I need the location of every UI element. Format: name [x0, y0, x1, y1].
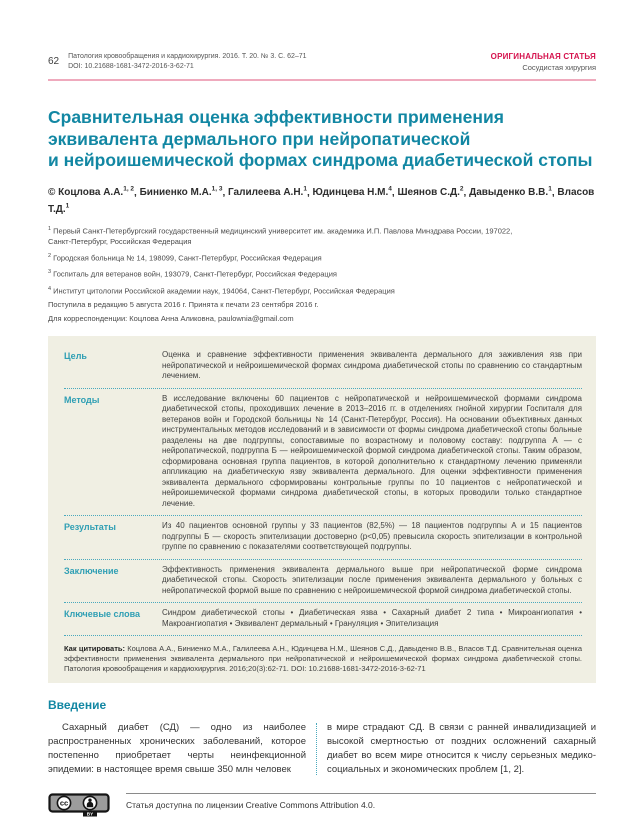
affiliation-line: $^4$ Институт цитологии Российской академии наук, 194064, Санкт-Петербург, Российская Федерация	[48, 285, 395, 296]
author-name: Давыденко В.В.$^1$	[469, 185, 552, 198]
abstract-row-text: Оценка и сравнение эффективности применения эквивалента дермального для заживления язв при нейропатической и нейроишемической формах синдрома диабетической стопы по сравнению со стандартным лечением.	[162, 350, 582, 381]
author-name: Власов Т.Д.$^1$	[48, 186, 595, 215]
abstract-row	[64, 560, 582, 604]
author-name: Юдинцева Н.М.$^4$	[312, 185, 392, 198]
journal-info	[68, 52, 306, 71]
article-title	[48, 107, 596, 172]
author-name: © Коцлова А.А.$^{1, 2}$	[48, 185, 135, 198]
abstract-block	[48, 336, 596, 683]
abstract-row	[64, 603, 582, 636]
affiliation-line: $^2$ Городская больница № 14, 198099, Санкт-Петербург, Российская Федерация	[48, 252, 322, 263]
column-divider	[316, 723, 317, 775]
affiliation-line: $^1$ Первый Санкт-Петербургский государственный медицинский университет им. академика И.П. Павлова Минздрава России, 197022, Санкт-Петербург, Российская Федерация	[48, 226, 513, 246]
author-name: Галилеева А.Н.$^1$	[228, 185, 307, 198]
cc-by-icon	[48, 793, 110, 817]
abstract-row	[64, 345, 582, 389]
author-name: Биниенко М.А.$^{1, 3}$	[139, 185, 223, 198]
doi-line: DOI: 10.21688-1681-3472-2016-3-62-71	[68, 62, 194, 70]
license-footer	[48, 793, 596, 817]
abstract-row-label: Результаты	[64, 522, 116, 533]
abstract-row-text: Из 40 пациентов основной группы у 33 пациентов (82,5%) — 18 пациентов подгруппы А и 15 пациентов подгруппы Б — скорость эпителизации достоверно (p<0,05) превысила скорость эпителизации в контрольной группе по сравнению с показателями соответствующей подгруппы.	[162, 521, 582, 552]
abstract-row-text: Синдром диабетической стопы • Диабетическая язва • Сахарный диабет 2 типа • Микроангиопатия • Макроангиопатия • Эквивалент дермальный • Грануляция • Эпителизация	[162, 608, 582, 628]
journal-section-label: Сосудистая хирургия	[522, 63, 596, 72]
intro-column-left: Сахарный диабет (СД) — одно из наиболее распространенных хронических заболеваний, которое постепенно приобретает черты неинфекционной эпидемии: в настоящее время свыше 350 млн человек	[48, 722, 306, 776]
abstract-row-label: Заключение	[64, 565, 119, 576]
abstract-row-text: Эффективность применения эквивалента дермального выше при нейропатической форме синдрома диабетической стопы. Скорость эпителизации после применения эквивалента дермального у больных с нейропатической формой выше по сравнению с нейроишемической формой синдрома диабетической стопы.	[162, 564, 582, 595]
header-left	[48, 52, 307, 71]
article-type-label: ОРИГИНАЛЬНАЯ СТАТЬЯ	[490, 52, 596, 61]
affiliations-list	[48, 224, 596, 296]
journal-reference: Патология кровообращения и кардиохирургия. 2016. Т. 20. № 3. С. 62–71	[68, 53, 307, 60]
header-divider	[48, 79, 596, 81]
introduction-heading: Введение	[48, 698, 107, 713]
affiliation-line: $^3$ Госпиталь для ветеранов войн, 193079, Санкт-Петербург, Российская Федерация	[48, 269, 337, 279]
citation-label: Как цитировать:	[64, 644, 125, 654]
introduction-section	[48, 698, 596, 777]
header-right	[491, 52, 596, 72]
abstract-row-text: В исследование включены 60 пациентов с нейропатической и нейроишемической формами синдрома диабетической стопы, проходивших лечение в 2013–2016 гг. в отделениях гнойной хирургии Госпиталя для ветеранов войн и Городской больницы № 14 (Санкт-Петербург, Россия). На основании объективных данных инструментальных методов исследований и в зависимости от формы синдрома диабетической стопы больные разделены на две подгруппы, сопоставимые по возрастному и половому составу: подгруппа А — с нейропатической, подгруппа Б — нейроишемической формой синдрома диабетической стопы. Таким образом, сформирована основная группа пациентов, в которой дополнительно к стандартному лечению применяли аппликацию на диабетическую язву эквивалента дермального. Для оценки эффективности применения эквивалента дермального сформированы контрольные группы по 10 пациентов с нейропатической и нейроишемической формами синдрома диабетической стопы, в которых проводили только стандартное лечение.	[162, 393, 582, 508]
intro-column-right: в мире страдают СД. В связи с ранней инвалидизацией и высокой смертностью от поздних осложнений сахарный диабет во всем мире относится к числу серьезных медико-социальных и экономических проблем [1, 2].	[327, 722, 596, 776]
correspondence-line: Для корреспонденции: Коцлова Анна Аликовна, paulownia@gmail.com	[48, 314, 294, 324]
authors-line: © Коцлова А.А.$^{1, 2}$, Биниенко М.А.$^{1, 3}$, Галилеева А.Н.$^1$, Юдинцева Н.М.$^4$, Шеянов С.Д.$^2$, Давыденко В.В.$^1$, Власов Т.Д.$^1$	[48, 185, 595, 215]
received-dates: Поступила в редакцию 5 августа 2016 г. Принята к печати 23 сентября 2016 г.	[48, 300, 319, 310]
citation-text: Коцлова А.А., Биниенко М.А., Галилеева А.Н., Юдинцева Н.М., Шеянов С.Д., Давыденко В.В., Власов Т.Д. Сравнительная оценка эффективности применения эквивалента дермального при нейропатической и нейроишемической формах синдрома диабетической стопы. Патология кровообращения и кардиохирургия. 2016;20(3):62-71. DOI: 10.21688-1681-3472-2016-3-62-71	[64, 644, 583, 674]
title-line: Сравнительная оценка эффективности применения	[48, 107, 504, 127]
license-text-wrap	[126, 793, 596, 810]
abstract-row-label: Методы	[64, 394, 100, 405]
introduction-columns	[48, 721, 596, 777]
title-line: эквивалента дермального при нейропатической	[48, 128, 471, 149]
title-line: и нейроишемической формах синдрома диабетической стопы	[48, 150, 593, 170]
license-text: Статья доступна по лицензии Creative Commons Attribution 4.0.	[126, 800, 376, 811]
page-header	[48, 52, 596, 72]
abstract-row	[64, 516, 582, 560]
by-glyph: BY	[86, 811, 94, 817]
abstract-row	[64, 389, 582, 517]
abstract-table	[64, 345, 582, 636]
page-number: 62	[48, 56, 60, 67]
author-name: Шеянов С.Д.$^2$	[397, 185, 464, 198]
abstract-row-label: Цель	[64, 351, 87, 362]
abstract-row-label: Ключевые слова	[64, 609, 141, 620]
citation-block	[64, 644, 582, 674]
cc-glyph: cc	[59, 798, 69, 808]
